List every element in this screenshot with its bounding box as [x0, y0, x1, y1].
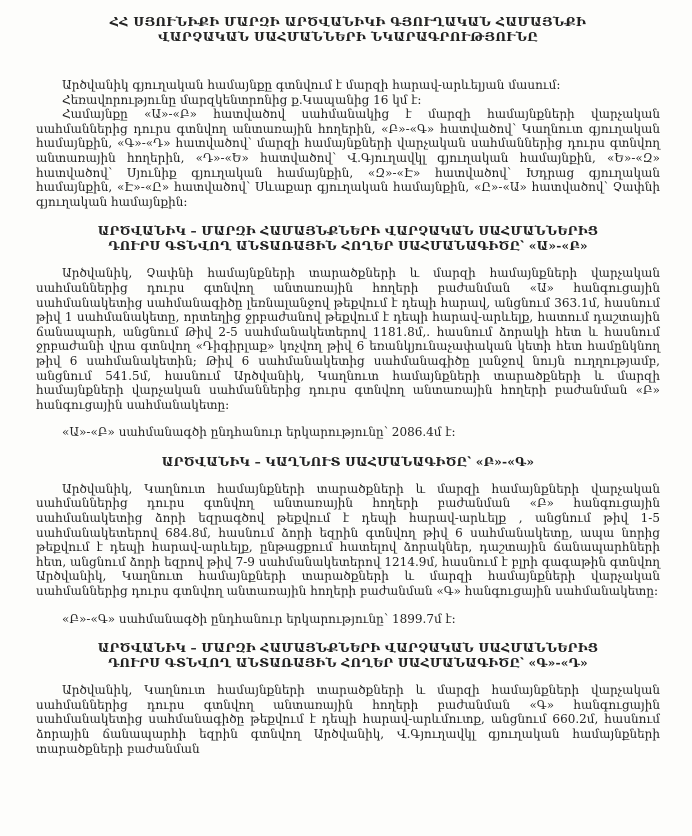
section-body-g-d: Արծվանիկ, Կաղնուտ համայնքների տարածքների և մարզի համայնքների վարչական սահմաններից դուրս գտնվող անտառային հողերի բաժանման «Գ» հանգուցային սահմանակետից սահմանագիծը թեքվում է դեպի հարավ-արևմուտք, անցնում 660.2մ, հասնում ձորային ճանապարհի եզրին գտնվող Արծվանիկ, Վ.Գյուղավկլ գյուղական համայնքների տարածքների բաժանման — [36, 683, 660, 756]
section-heading-a-b: ԱՐԾՎԱՆԻԿ – ՄԱՐԶԻ ՀԱՄԱՅՆՔՆԵՐԻ ՎԱՐՉԱԿԱՆ ՍԱՀՄԱՆՆԵՐԻՑ ԴՈՒՐՍ ԳՏՆՎՈՂ ԱՆՏԱՌԱՅԻՆ ՀՈՂԵՐ ՍԱՀՄԱՆԱԳԻԾԸ՝ «Ա»-«Բ» — [97, 223, 599, 254]
borders-overview-paragraph: Համայնքը «Ա»-«Բ» հատվածով սահմանակից է մարզի համայնքների վարչական սահմաններից դուրս գտնվող անտառային հողերին, «Բ»-«Գ» հատվածով՝ Կաղնուտ գյուղական համայնքին, «Գ»-«Դ» հատվածով՝ մարզի համայնքների վարչական սահմաններից դուրս գտնվող անտառային հողերին, «Դ»-«Ե» հատվածով՝ Վ.Գյուղավկլ գյուղական համայնքին, «Ե»-«Զ» հատվածով՝ Սյունիք գյուղական համայնքին, «Զ»-«Է» հատվածով՝ Խդրաց գյուղական համայնքին, «Է»-«Ը» հատվածով՝ Սևաքար գյուղական համայնքին, «Ը»-«Ա» հատվածով՝ Չափնի գյուղական համայնքին։ — [36, 107, 660, 209]
intro-location-line: Արծվանիկ գյուղական համայնքը գտնվում է մարզի հարավ-արևելյան մասում։ — [62, 78, 561, 92]
section-length-a-b: «Ա»-«Բ» սահմանագծի ընդհանուր երկարությունը՝ 2086.4մ է։ — [62, 425, 456, 440]
section-body-b-g: Արծվանիկ, Կաղնուտ համայնքների տարածքների և մարզի համայնքների վարչական սահմաններից դուրս գտնվող անտառային հողերի բաժանման «Բ» հանգուցային սահմանակետից ձորի եզրագծով թեքվում է դեպի հարավ-արևելք , անցնում թիվ 1-5 սահմանակետերով 684.8մ, հասնում ձորի եզրին գտնվող թիվ 6 սահմանակետը, ապա նորից թեքվում է դեպի հարավ-արևելք, ընթացքում հատելով ձորակներ, դաշտային ճանապարհների հետ, անցնում ձորի եզրով թիվ 7-9 սահմանակետերով 1214.9մ, հասնում է բլրի գագաթին գտնվող Արծվանիկ, Կաղնուտ համայնքների տարածքների և մարզի համայնքների վարչական սահմաններից դուրս գտնվող անտառային հողերի բաժանման «Գ» հանգուցային սահմանակետը։ — [36, 481, 660, 599]
section-heading-b-g: ԱՐԾՎԱՆԻԿ – ԿԱՂՆՈՒՏ ՍԱՀՄԱՆԱԳԻԾԸ՝ «Բ»-«Գ» — [161, 453, 535, 469]
intro-distance-line: Հեռավորությունը մարզկենտրոնից ք.Կապանից 16 կմ է։ — [62, 92, 422, 107]
section-length-b-g: «Բ»-«Գ» սահմանագծի ընդհանուր երկարությունը՝ 1899.7մ է։ — [62, 611, 456, 626]
section-heading-g-d: ԱՐԾՎԱՆԻԿ – ՄԱՐԶԻ ՀԱՄԱՅՆՔՆԵՐԻ ՎԱՐՉԱԿԱՆ ՍԱՀՄԱՆՆԵՐԻՑ ԴՈՒՐՍ ԳՏՆՎՈՂ ԱՆՏԱՌԱՅԻՆ ՀՈՂԵՐ ՍԱՀՄԱՆԱԳԻԾԸ՝ «Գ»-«Դ» — [97, 640, 599, 671]
document-title: ՀՀ ՍՅՈՒՆԻՔԻ ՄԱՐԶԻ ԱՐԾՎԱՆԻԿԻ ԳՅՈՒՂԱԿԱՆ ՀԱՄԱՅՆՔԻ ՎԱՐՉԱԿԱՆ ՍԱՀՄԱՆՆԵՐԻ ՆԿԱՐԱԳՐՈՒԹՅՈՒՆԸ — [109, 14, 587, 44]
section-body-a-b: Արծվանիկ, Չափնի համայնքների տարածքների և մարզի համայնքների վարչական սահմաններից դուրս գտնվող անտառային հողերի բաժանման «Ա» հանգուցային սահմանակետից սահմանագիծը լեռնալանջով թեքվում է դեպի հարավ, անցնում 363.1մ, հասնում թիվ 1 սահմանակետը, որտեղից ջրբաժանով թեքվում է դեպի հարավ-արևելք, հատում դաշտային ճանապարհ, անցնում Թիվ 2-5 սահմանակետերով 1181.8մ,. հասնում ձորակի հետ և հասնում ջրբաժանի վրա գտնվող «Դիգիրլաք» կոչվող թիվ 6 եռանկյունաչափական կետի հետ համընկնող թիվ 6 սահմանակետին; Թիվ 6 սահմանակետից սահմանագիծը լանջով նույն ուղղությամբ, անցնում 541.5մ, հասնում Արծվանիկ, Կաղնուտ համայնքների տարածքների և մարզի համայնքների վարչական սահմաններից դուրս գտնվող անտառային հողերի բաժանման «Բ» հանգուցային սահմանակետը։ — [36, 266, 660, 412]
